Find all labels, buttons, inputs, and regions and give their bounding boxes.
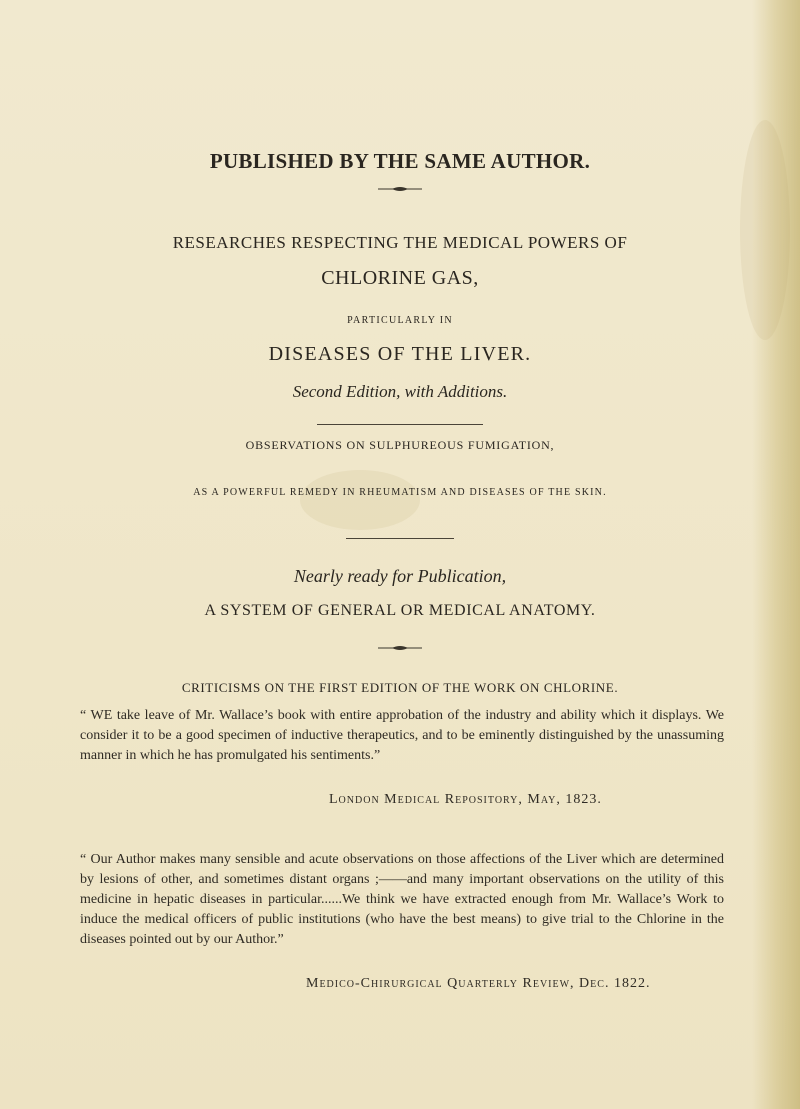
book1-edition: Second Edition, with Additions. — [292, 382, 508, 401]
forthcoming-title: A SYSTEM OF GENERAL OR MEDICAL ANATOMY. — [204, 602, 596, 619]
criticism-source: Medico-Chirurgical Quarterly Review, Dec. 1822. — [306, 976, 651, 991]
book2-title: OBSERVATIONS ON SULPHUREOUS FUMIGATION, — [245, 438, 555, 452]
section-rule — [346, 538, 454, 539]
page-title: PUBLISHED BY THE SAME AUTHOR. — [209, 149, 591, 173]
forthcoming-heading: Nearly ready for Publication, — [293, 566, 507, 586]
book1-title-line1: RESEARCHES RESPECTING THE MEDICAL POWERS OF — [172, 233, 628, 252]
paper-stain — [300, 470, 420, 530]
book1-particularly: PARTICULARLY IN — [347, 315, 453, 326]
book2-subtitle: AS A POWERFUL REMEDY IN RHEUMATISM AND DISEASES OF THE SKIN. — [193, 487, 607, 498]
criticism-quote: “ WE take leave of Mr. Wallace’s book with entire approbation of the industry and ability which it displays. We consider it to be a good specimen of inductive therapeutics, and to be eminently distinguished by the unassuming manner in which he has promulgated his sentiments.” — [80, 708, 724, 763]
section-rule — [317, 424, 483, 425]
ornament-divider — [378, 186, 422, 192]
ornament-divider — [378, 645, 422, 651]
criticisms-heading: CRITICISMS ON THE FIRST EDITION OF THE WORK ON CHLORINE. — [181, 680, 619, 695]
book1-title-line2: CHLORINE GAS, — [321, 267, 479, 289]
book1-subject: DISEASES OF THE LIVER. — [268, 343, 532, 365]
criticism-quote: “ Our Author makes many sensible and acute observations on those affections of the Liver which are determined by lesions of other, and sometimes distant organs ;——and many important observations on the utility of this medicine in hepatic diseases in particular......We think we have extracted enough from Mr. Wallace’s Work to induce the medical officers of public institutions (who have the best means) to give trial to the Chlorine in the diseases pointed out by our Author.” — [80, 852, 724, 947]
criticism-source: London Medical Repository, May, 1823. — [329, 792, 602, 807]
